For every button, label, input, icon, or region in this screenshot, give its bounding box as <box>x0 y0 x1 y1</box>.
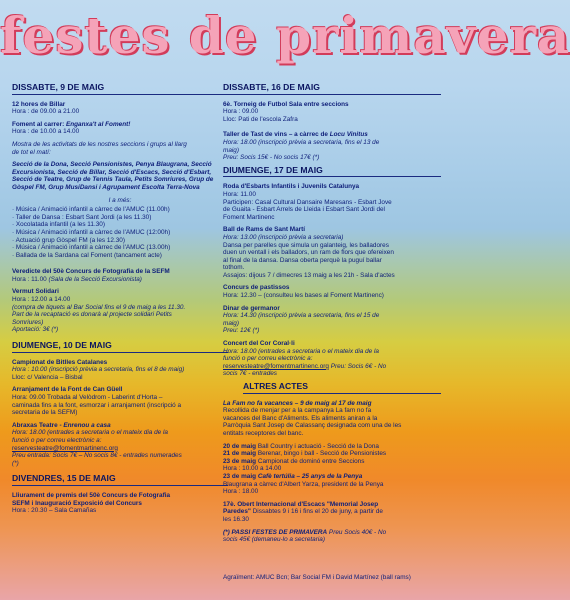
list-item: 20 de maig Ball Country i actuació - Secció de la Dona <box>223 442 379 450</box>
day-heading: DISSABTE, 9 DE MAIG <box>12 84 228 95</box>
event-veredicte <box>12 268 228 283</box>
event-title: Abraxas Teatre - Enrenou a casa <box>12 421 111 429</box>
event-price: Aportació: 3€ (*) <box>12 326 59 334</box>
event-dinar: Dinar de germanor Hora: 14.30 (inscripció prèvia a secretaria, fins el 15 de maig) Preu: 12€ (*) <box>223 305 441 335</box>
event-abraxas: Abraxas Teatre - Enrenou a casa Hora: 18.00 (entrades a secretaria o el mateix dia de la funció o per correu electrònic a: reservesteatre@fomentmartinenc.org Preu entrada: Socis 7€ – No socis 8€ - entrades numerades (*) <box>12 422 228 468</box>
passi-note: (*) PASSI FESTES DE PRIMAVERA Preu Socis 40€ - No socis 45€ (demaneu-lo a secretaria) <box>223 528 387 544</box>
event-hours: Hora : 12.00 a 14.00 <box>12 296 71 304</box>
right-column <box>223 84 441 581</box>
seccions-list: Secció de la Dona, Secció Pensionistes, Penya Blaugrana, Secció Excursionista, Secció de Billar, Secció d'Escacs, Secció d'Esbart, Secció de Teatre, Grup de Tennis Taula, Petits Somriures, Grup de Gòspel FM, Grup MusiDansi i Agrupament Escolta Terra-Nova <box>12 161 214 191</box>
event-title: Campionat de Bitlles Catalanes <box>12 358 108 366</box>
ames-label: I a més: <box>108 196 132 204</box>
event-title: Arranjament de la Font de Can Güell <box>12 386 123 394</box>
activity-list <box>12 206 228 259</box>
event-hours: Hora : 10.00 (inscripció prèvia a secretaria, fins el 8 de maig) <box>12 366 185 374</box>
event-title: Ball de Rams de Sant Martí <box>223 226 306 234</box>
event-premis: Lliurament de premis del 50è Concurs de Fotografia SEFM i Inauguració Exposició del Concurs Hora : 20.30 – Sala Camañas <box>12 492 228 515</box>
day-heading: DIVENDRES, 15 DE MAIG <box>12 475 228 486</box>
event-bitlles <box>12 359 228 382</box>
mostra-note: Mostra de les activitats de les nostres seccions i grups al llarg de tot el matí: <box>12 140 187 156</box>
event-title: Concert del Cor Coral·li <box>223 340 295 348</box>
section-heading: ALTRES ACTES <box>243 383 441 394</box>
event-hours: Hora: 14.30 (inscripció prèvia a secretaria, fins el 15 de <box>223 312 380 320</box>
list-item: Hora : 10.00 a 14.00 <box>223 465 282 473</box>
day-heading: DISSABTE, 16 DE MAIG <box>223 84 441 95</box>
list-item: · Ballada de la Sardana cal Foment (tancament acte) <box>12 252 228 260</box>
event-title: Concurs de pastissos <box>223 284 290 292</box>
event-rams: Ball de Rams de Sant Martí Hora: 13.00 (inscripció prèvia a secretaria) Dansa per parelles que simula un galanteig, les balladores duen un ventall i els balladors, un ram de flors que ofereixen al final de la dansa. Dansa oberta perquè la puguí ballar tothom. Assajos: dijous 7 / dimecres 13 maig a les 21h - Sala d'actes <box>223 226 441 279</box>
event-vermut: Vermut Solidari Hora : 12.00 a 14.00 (compra de tiquets al Bar Social fins el 9 de maig a les 11.30. Part de la recaptació es donarà al projecte solidari Petits Somriures) Aportació: 3€ (*) <box>12 288 228 334</box>
event-arranjament: Arranjament de la Font de Can Güell Hora: 09.00 Trobada al Velòdrom - Laberint d'Horta – caminada fins a la font, esmorzar i arranjament (inscripció a secretaria de la SEFM) <box>12 386 228 416</box>
event-title: 6è. Torneig de Futbol Sala entre seccions <box>223 100 349 108</box>
other-events <box>223 443 441 496</box>
event-place: Lloc: Pati de l'escola Zafra <box>223 115 298 123</box>
list-item: · Actuació grup Gòspel FM (a les 12.30) <box>12 237 228 245</box>
event-futbol <box>223 101 441 124</box>
day-heading: DIUMENGE, 17 DE MAIG <box>223 167 441 178</box>
list-item: · Taller de Dansa : Esbart Sant Jordi (a les 11.30) <box>12 214 228 222</box>
event-vins: Taller de Tast de vins – a càrrec de Locu Vinitus Hora: 18.00 (inscripció prèvia a secretaria, fins el 13 de maig) Preu: Socis 15€ - No socis 17€ (*) <box>223 131 441 161</box>
event-roda: Roda d'Esbarts Infantils i Juvenils Catalunya Hora: 11.00 Participen: Casal Cultural Dansaire Maresans - Esbart Jove de Guaita - Esbart Arrels de Lleida i Esbart Sant Jordi del Foment Martinenc <box>223 183 441 221</box>
list-item: · Música / Animació infantil a càrrec de l'AMUC (13.00h) <box>12 244 228 252</box>
event-hours: Hora : de 09.00 a 21.00 <box>12 108 80 116</box>
event-hours: Hora : de 10.00 a 14.00 <box>12 128 80 136</box>
list-item: · Xocolatada infantil (a les 11.30) <box>12 221 228 229</box>
list-item: · Música / Animació infantil a càrrec de l'AMUC (12:00h) <box>12 229 228 237</box>
day-heading: DIUMENGE, 10 DE MAIG <box>12 342 228 353</box>
event-title: 12 hores de Billar <box>12 100 66 108</box>
event-escacs: 17è. Obert Internacional d'Escacs "Memorial Josep Paredes" Dissabtes 9 i 16 i fins el 20 de juny, a partir de les 16.30 <box>223 500 383 523</box>
page-title: festes de primavera <box>0 6 570 65</box>
event-title: Dinar de germanor <box>223 304 280 312</box>
event-hours: Hora: 11.00 <box>223 190 256 198</box>
left-column <box>12 84 228 520</box>
event-title: Veredicte del 50è Concurs de Fotografia de la SEFM <box>12 268 170 276</box>
event-vacances: La Fam no fa vacances – 9 de maig al 17 de maig Recollida de menjar per a la campanya La fam no fa vacances del Banc d'Aliments. Els aliments aniran a la Parròquia Sant Josep de Calassanç designada com una de les entitats receptores del banc. <box>223 400 441 438</box>
list-item: 23 de maig Cafè tertúlia – 25 anys de la Penya <box>223 472 363 480</box>
list-item: Blaugrana a càrrec d'Albert Yarza, president de la Penya <box>223 480 384 488</box>
event-title: Roda d'Esbarts Infantils i Juvenils Catalunya <box>223 183 360 191</box>
acknowledgements: Agraïment: AMUC Bcn; Bar Social FM i David Martínez (ball rams) <box>223 573 411 581</box>
event-place: Lloc: c/ Valencia – Bisbal <box>12 373 83 381</box>
event-hours: Hora: 13.00 (inscripció prèvia a secretaria) <box>223 233 344 241</box>
list-item: Hora : 18.00 <box>223 488 259 496</box>
list-item: 23 de maig Campionat de dominó entre Seccions <box>223 457 365 465</box>
event-hours: Hora : 20.30 – Sala Camañas <box>12 507 97 515</box>
event-foment <box>12 121 228 136</box>
event-hours: Hora : 11.00 (Sala de la Secció Excursionista) <box>12 275 142 283</box>
email-link[interactable]: reservesteatre@fomentmartinenc.org <box>12 444 118 452</box>
list-item: · Música / Animació infantil a càrrec de l'AMUC (11.00h) <box>12 206 228 214</box>
event-pastissos <box>223 284 441 299</box>
event-title: Vermut Solidari <box>12 288 59 296</box>
event-billar <box>12 101 228 116</box>
event-title: La Fam no fa vacances – 9 de maig al 17 de maig <box>223 399 372 407</box>
email-link[interactable]: reservesteatre@fomentmartinenc.org <box>223 362 329 370</box>
event-hours: Hora: 12.30 – (consulteu les bases al Foment Martinenc) <box>223 292 384 300</box>
event-coral: Concert del Cor Coral·li Hora: 18.00 (entrades a secretaria o el mateix dia de la funció o per correu electrònic a: reservesteatre@fomentmartinenc.org Preu: Socis 6€ - No socis 7€ - entrades <box>223 340 441 378</box>
event-title: Foment al carrer: Enganxa't al Foment! <box>12 120 131 128</box>
event-hours: Hora : 09.00 <box>223 108 259 116</box>
event-price: Preu: 12€ (*) <box>223 327 260 335</box>
event-price: Preu: Socis 15€ - No socis 17€ (*) <box>223 154 320 162</box>
list-item: 21 de maig Berenar, bingo i ball - Secció de Pensionistes <box>223 450 387 458</box>
event-title: Taller de Tast de vins – a càrrec de Locu Vinitus <box>223 131 368 139</box>
